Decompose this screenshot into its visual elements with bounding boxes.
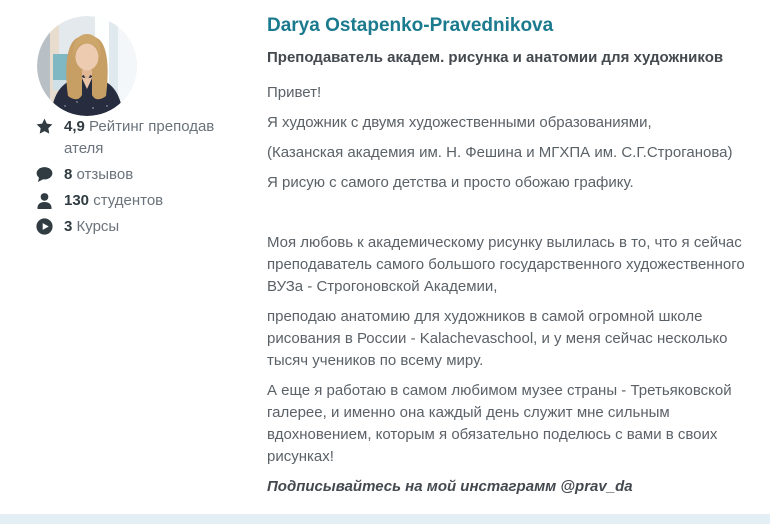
- person-icon: [36, 192, 53, 209]
- section-divider: [0, 514, 770, 524]
- instructor-headline: Преподаватель академ. рисунка и анатомии для художников: [267, 49, 724, 66]
- bio-paragraph-spacer: [267, 202, 747, 224]
- stat-reviews: [36, 164, 226, 186]
- star-icon: [36, 118, 53, 135]
- stat-label: Рейтинг преподавателя: [64, 118, 215, 157]
- stat-courses: [36, 216, 226, 238]
- instructor-details: [267, 13, 747, 498]
- instructor-stats-list: [36, 116, 226, 242]
- bio-paragraph: Привет!: [267, 84, 322, 101]
- bio-paragraph: Моя любовь к академическому рисунку вылилась в то, что я сейчас преподаватель самого большого государственного художественного ВУЗа - Строгоновской Академии,: [267, 234, 745, 295]
- instagram-callout: Подписывайтесь на мой инстаграмм @prav_da: [267, 478, 633, 495]
- bio-paragraph: (Казанская академия им. Н. Фешина и МГХПА им. С.Г.Строганова): [267, 144, 733, 161]
- bio-paragraph: А еще я работаю в самом любимом музее страны - Третьяковской галерее, и именно она каждый день служит мне сильным вдохновением, которым я обязательно поделюсь с вами в своих рисунках!: [267, 382, 732, 465]
- instructor-photo: [37, 16, 137, 116]
- play-circle-icon: [36, 218, 53, 235]
- stat-rating: [36, 116, 226, 160]
- stat-value: 4,9: [64, 118, 85, 135]
- stat-text: [64, 190, 216, 212]
- stat-text: [64, 216, 216, 238]
- stat-label: студентов: [93, 192, 164, 209]
- stat-students: [36, 190, 226, 212]
- speech-bubble-icon: [36, 166, 53, 183]
- stat-text: [64, 164, 216, 186]
- instructor-name[interactable]: Darya Ostapenko-Pravednikova: [267, 15, 554, 36]
- instructor-avatar[interactable]: [37, 16, 137, 116]
- stat-text: [64, 116, 216, 160]
- bio-paragraph: Я художник с двумя художественными образованиями,: [267, 114, 652, 131]
- stat-label: отзывов: [76, 166, 134, 183]
- stat-label: Курсы: [76, 218, 120, 235]
- stat-value: 8: [64, 166, 73, 183]
- stat-value: 130: [64, 192, 90, 209]
- instructor-bio: [267, 82, 747, 468]
- bio-paragraph: преподаю анатомию для художников в самой огромной школе рисования в России - Kalachevaschool, и у меня сейчас несколько тысяч учеников по всему миру.: [267, 308, 728, 369]
- bio-paragraph: Я рисую с самого детства и просто обожаю графику.: [267, 174, 634, 191]
- stat-value: 3: [64, 218, 73, 235]
